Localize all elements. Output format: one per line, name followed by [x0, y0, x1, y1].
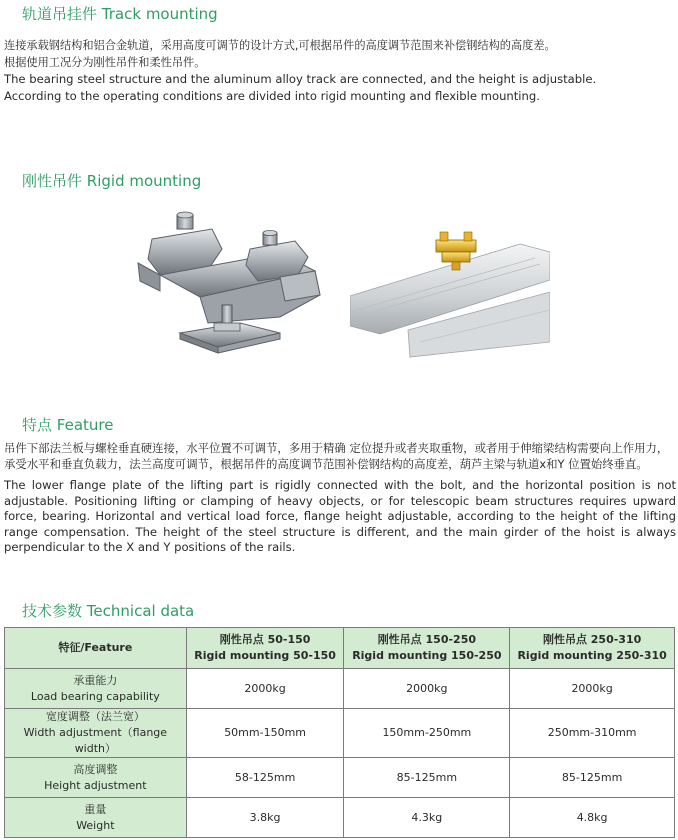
row-label-height-cn: 高度调整: [73, 762, 118, 776]
track-line-2: 根据使用工况分为刚性吊件和柔性吊件。: [4, 56, 206, 69]
header-feature: 特征/Feature: [5, 628, 187, 669]
header-col-1-en: Rigid mounting 50-150: [194, 649, 336, 662]
tech-title-en: Technical data: [86, 602, 195, 620]
header-col-3-en: Rigid mounting 250-310: [517, 649, 667, 662]
table-row: [5, 709, 675, 758]
table-row: [5, 669, 675, 709]
rigid-title-en: Rigid mounting: [86, 172, 202, 190]
header-col-2-en: Rigid mounting 150-250: [352, 649, 502, 662]
header-col-1-cn: 刚性吊点 50-150: [219, 633, 311, 646]
table-row: [5, 758, 675, 798]
feature-text-cn: 吊件下部法兰板与螺栓垂直硬连接，水平位置不可调节，多用于精确 定位提升或者夹取重物，或者用于伸缩梁结构需要向上作用力，承受水平和垂直负载力，法兰高度可调节，根据吊件的高度调节范围补偿钢结构的高度差，葫芦主梁与轨道x和Y 位置始终垂直。: [4, 441, 669, 471]
header-col-1: [186, 628, 344, 669]
cell-load-3: 2000kg: [510, 669, 675, 709]
cell-height-1: 58-125mm: [186, 758, 344, 798]
track-line-4: According to the operating conditions are divided into rigid mounting and flexible mounting.: [4, 89, 540, 103]
row-label-load: [5, 669, 187, 709]
feature-title-en: Feature: [56, 416, 114, 434]
feature-text-en: The lower flange plate of the lifting part is rigidly connected with the bolt, and the horizontal position is not adjustable. Positioning lifting or clamping of heavy objects, or for telescopic beam structures requires upward force, bearing. Horizontal and vertical load force, flange height adjustable, according to the height of the lifting range compensation. The height of the steel structure is different, and the main girder of the hoist is always perpendicular to the X and Y positions of the rails.: [4, 478, 676, 554]
track-description: [4, 37, 676, 105]
row-label-width-en: Width adjustment（flange width）: [23, 726, 168, 755]
row-label-load-cn: 承重能力: [73, 673, 118, 687]
rigid-mounting-title: [22, 170, 201, 191]
rail-assembly-image: [350, 222, 550, 362]
header-col-2-cn: 刚性吊点 150-250: [377, 633, 477, 646]
cell-weight-1: 3.8kg: [186, 798, 344, 838]
rigid-mount-bracket-image: [130, 205, 330, 365]
track-mounting-title: [22, 3, 218, 24]
rigid-title-cn: 刚性吊件: [22, 172, 83, 190]
cell-height-2: 85-125mm: [344, 758, 510, 798]
table-header-row: [5, 628, 675, 669]
row-label-height: [5, 758, 187, 798]
cell-height-3: 85-125mm: [510, 758, 675, 798]
feature-description: [4, 440, 676, 556]
feature-title-cn: 特点: [22, 416, 53, 434]
header-col-2: [344, 628, 510, 669]
row-label-weight: [5, 798, 187, 838]
cell-weight-3: 4.8kg: [510, 798, 675, 838]
track-title-cn: 轨道吊挂件: [22, 5, 98, 23]
cell-width-1: 50mm-150mm: [186, 709, 344, 758]
technical-data-table: [4, 627, 675, 838]
row-label-width-cn: 宽度调整（法兰宽）: [45, 710, 145, 723]
table-row: [5, 798, 675, 838]
technical-data-title: [22, 600, 194, 621]
feature-title: [22, 414, 113, 435]
cell-width-3: 250mm-310mm: [510, 709, 675, 758]
track-line-3: The bearing steel structure and the aluminum alloy track are connected, and the height is adjustable.: [4, 72, 597, 86]
cell-load-1: 2000kg: [186, 669, 344, 709]
header-col-3-cn: 刚性吊点 250-310: [542, 633, 642, 646]
row-label-load-en: Load bearing capability: [30, 689, 160, 703]
header-col-3: [510, 628, 675, 669]
track-title-en: Track mounting: [101, 5, 218, 23]
cell-load-2: 2000kg: [344, 669, 510, 709]
row-label-weight-en: Weight: [76, 818, 115, 832]
track-line-1: 连接承载钢结构和铝合金轨道，采用高度可调节的设计方式,可根据吊件的高度调节范围来补偿钢结构的高度差。: [4, 39, 556, 52]
row-label-weight-cn: 重量: [84, 802, 107, 816]
cell-weight-2: 4.3kg: [344, 798, 510, 838]
cell-width-2: 150mm-250mm: [344, 709, 510, 758]
row-label-height-en: Height adjustment: [44, 778, 147, 792]
tech-title-cn: 技术参数: [22, 602, 83, 620]
row-label-width: [5, 709, 187, 758]
